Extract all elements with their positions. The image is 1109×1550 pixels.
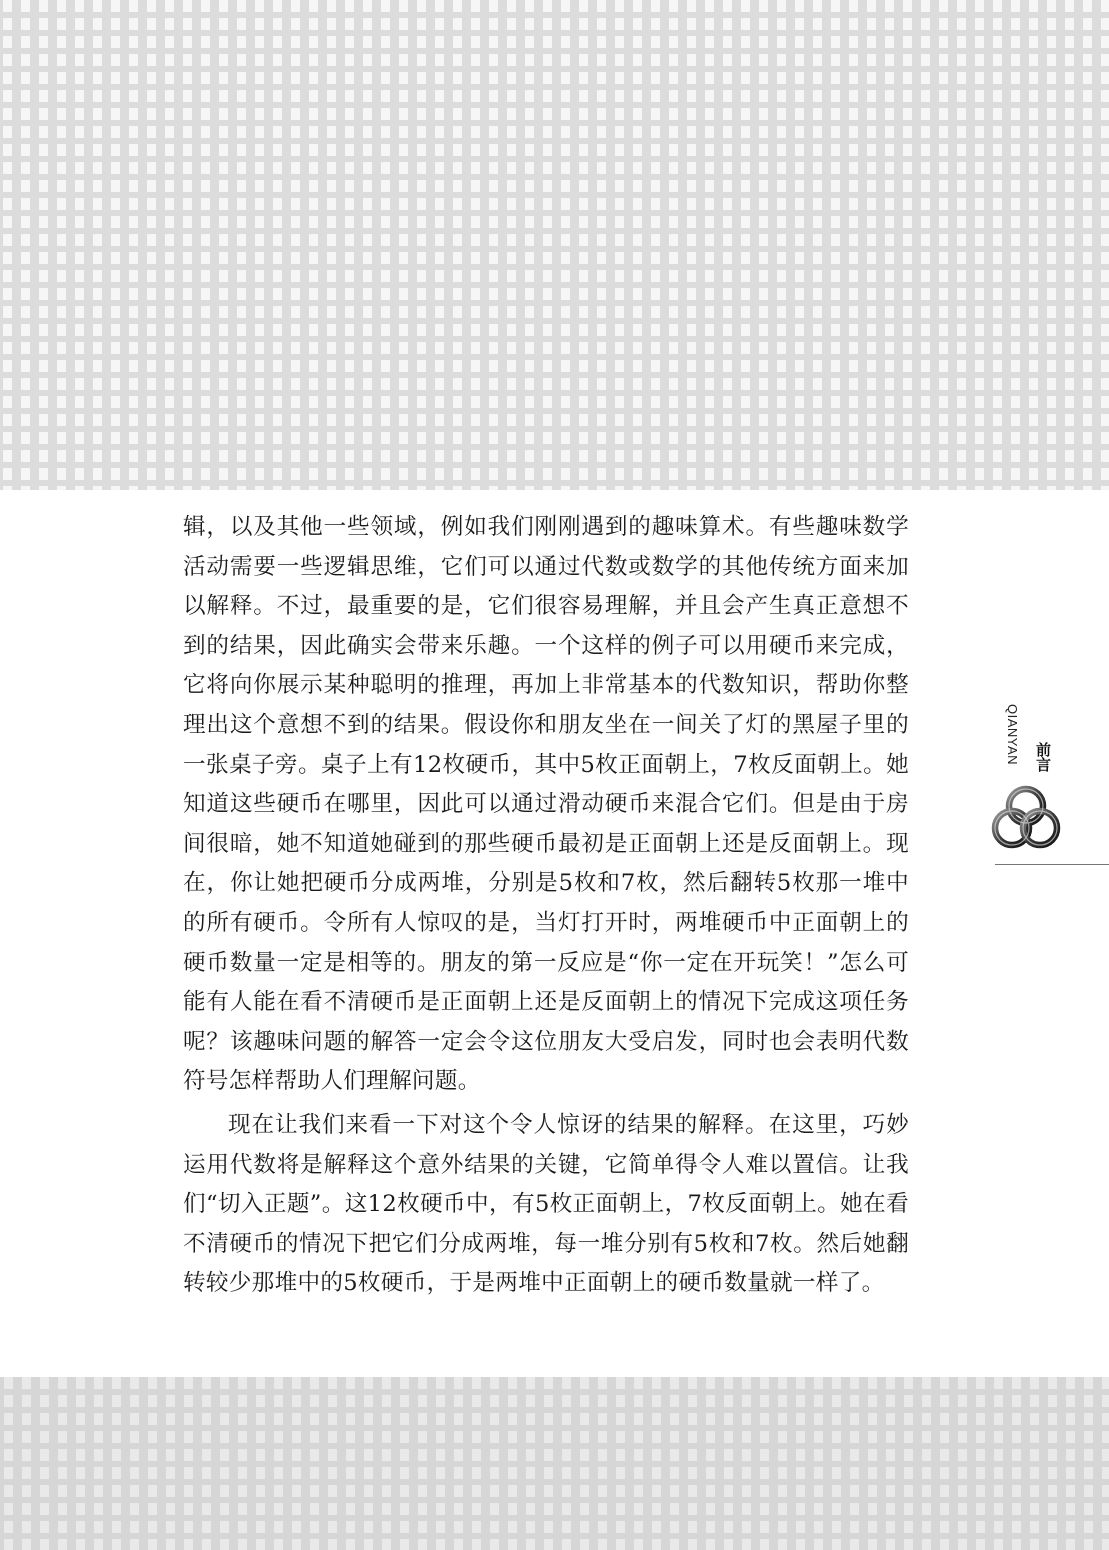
section-label-en: QIANYAN bbox=[1005, 704, 1020, 766]
page-body bbox=[183, 508, 909, 1304]
trefoil-knot-icon bbox=[988, 782, 1064, 852]
paragraph-1: 辑，以及其他一些领域，例如我们刚刚遇到的趣味算术。有些趣味数学活动需要一些逻辑思维，它们可以通过代数或数学的其他传统方面来加以解释。不过，最重要的是，它们很容易理解，并且会产生真正意想不到的结果，因此确实会带来乐趣。一个这样的例子可以用硬币来完成，它将向你展示某种聪明的推理，再加上非常基本的代数知识，帮助你整理出这个意想不到的结果。假设你和朋友坐在一间关了灯的黑屋子里的一张桌子旁。桌子上有12枚硬币，其中5枚正面朝上，7枚反面朝上。她知道这些硬币在哪里，因此可以通过滑动硬币来混合它们。但是由于房间很暗，她不知道她碰到的那些硬币最初是正面朝上还是反面朝上。现在，你让她把硬币分成两堆，分别是5枚和7枚，然后翻转5枚那一堆中的所有硬币。令所有人惊叹的是，当灯打开时，两堆硬币中正面朝上的硬币数量一定是相等的。朋友的第一反应是“你一定在开玩笑！”怎么可能有人能在看不清硬币是正面朝上还是反面朝上的情况下完成这项任务呢？该趣味问题的解答一定会令这位朋友大受启发，同时也会表明代数符号怎样帮助人们理解问题。 bbox=[183, 514, 909, 1095]
section-label-cn: 前言 bbox=[1034, 742, 1052, 772]
footer-pattern-band bbox=[0, 1377, 1109, 1550]
header-pattern-band bbox=[0, 0, 1109, 490]
paragraph-2: 现在让我们来看一下对这个令人惊讶的结果的解释。在这里，巧妙运用代数将是解释这个意外结果的关键，它简单得令人难以置信。让我们“切入正题”。这12枚硬币中，有5枚正面朝上，7枚反面朝上。她在看不清硬币的情况下把它们分成两堆，每一堆分别有5枚和7枚。然后她翻转较少那堆中的5枚硬币，于是两堆中正面朝上的硬币数量就一样了。 bbox=[183, 1111, 909, 1297]
section-divider bbox=[995, 864, 1109, 865]
